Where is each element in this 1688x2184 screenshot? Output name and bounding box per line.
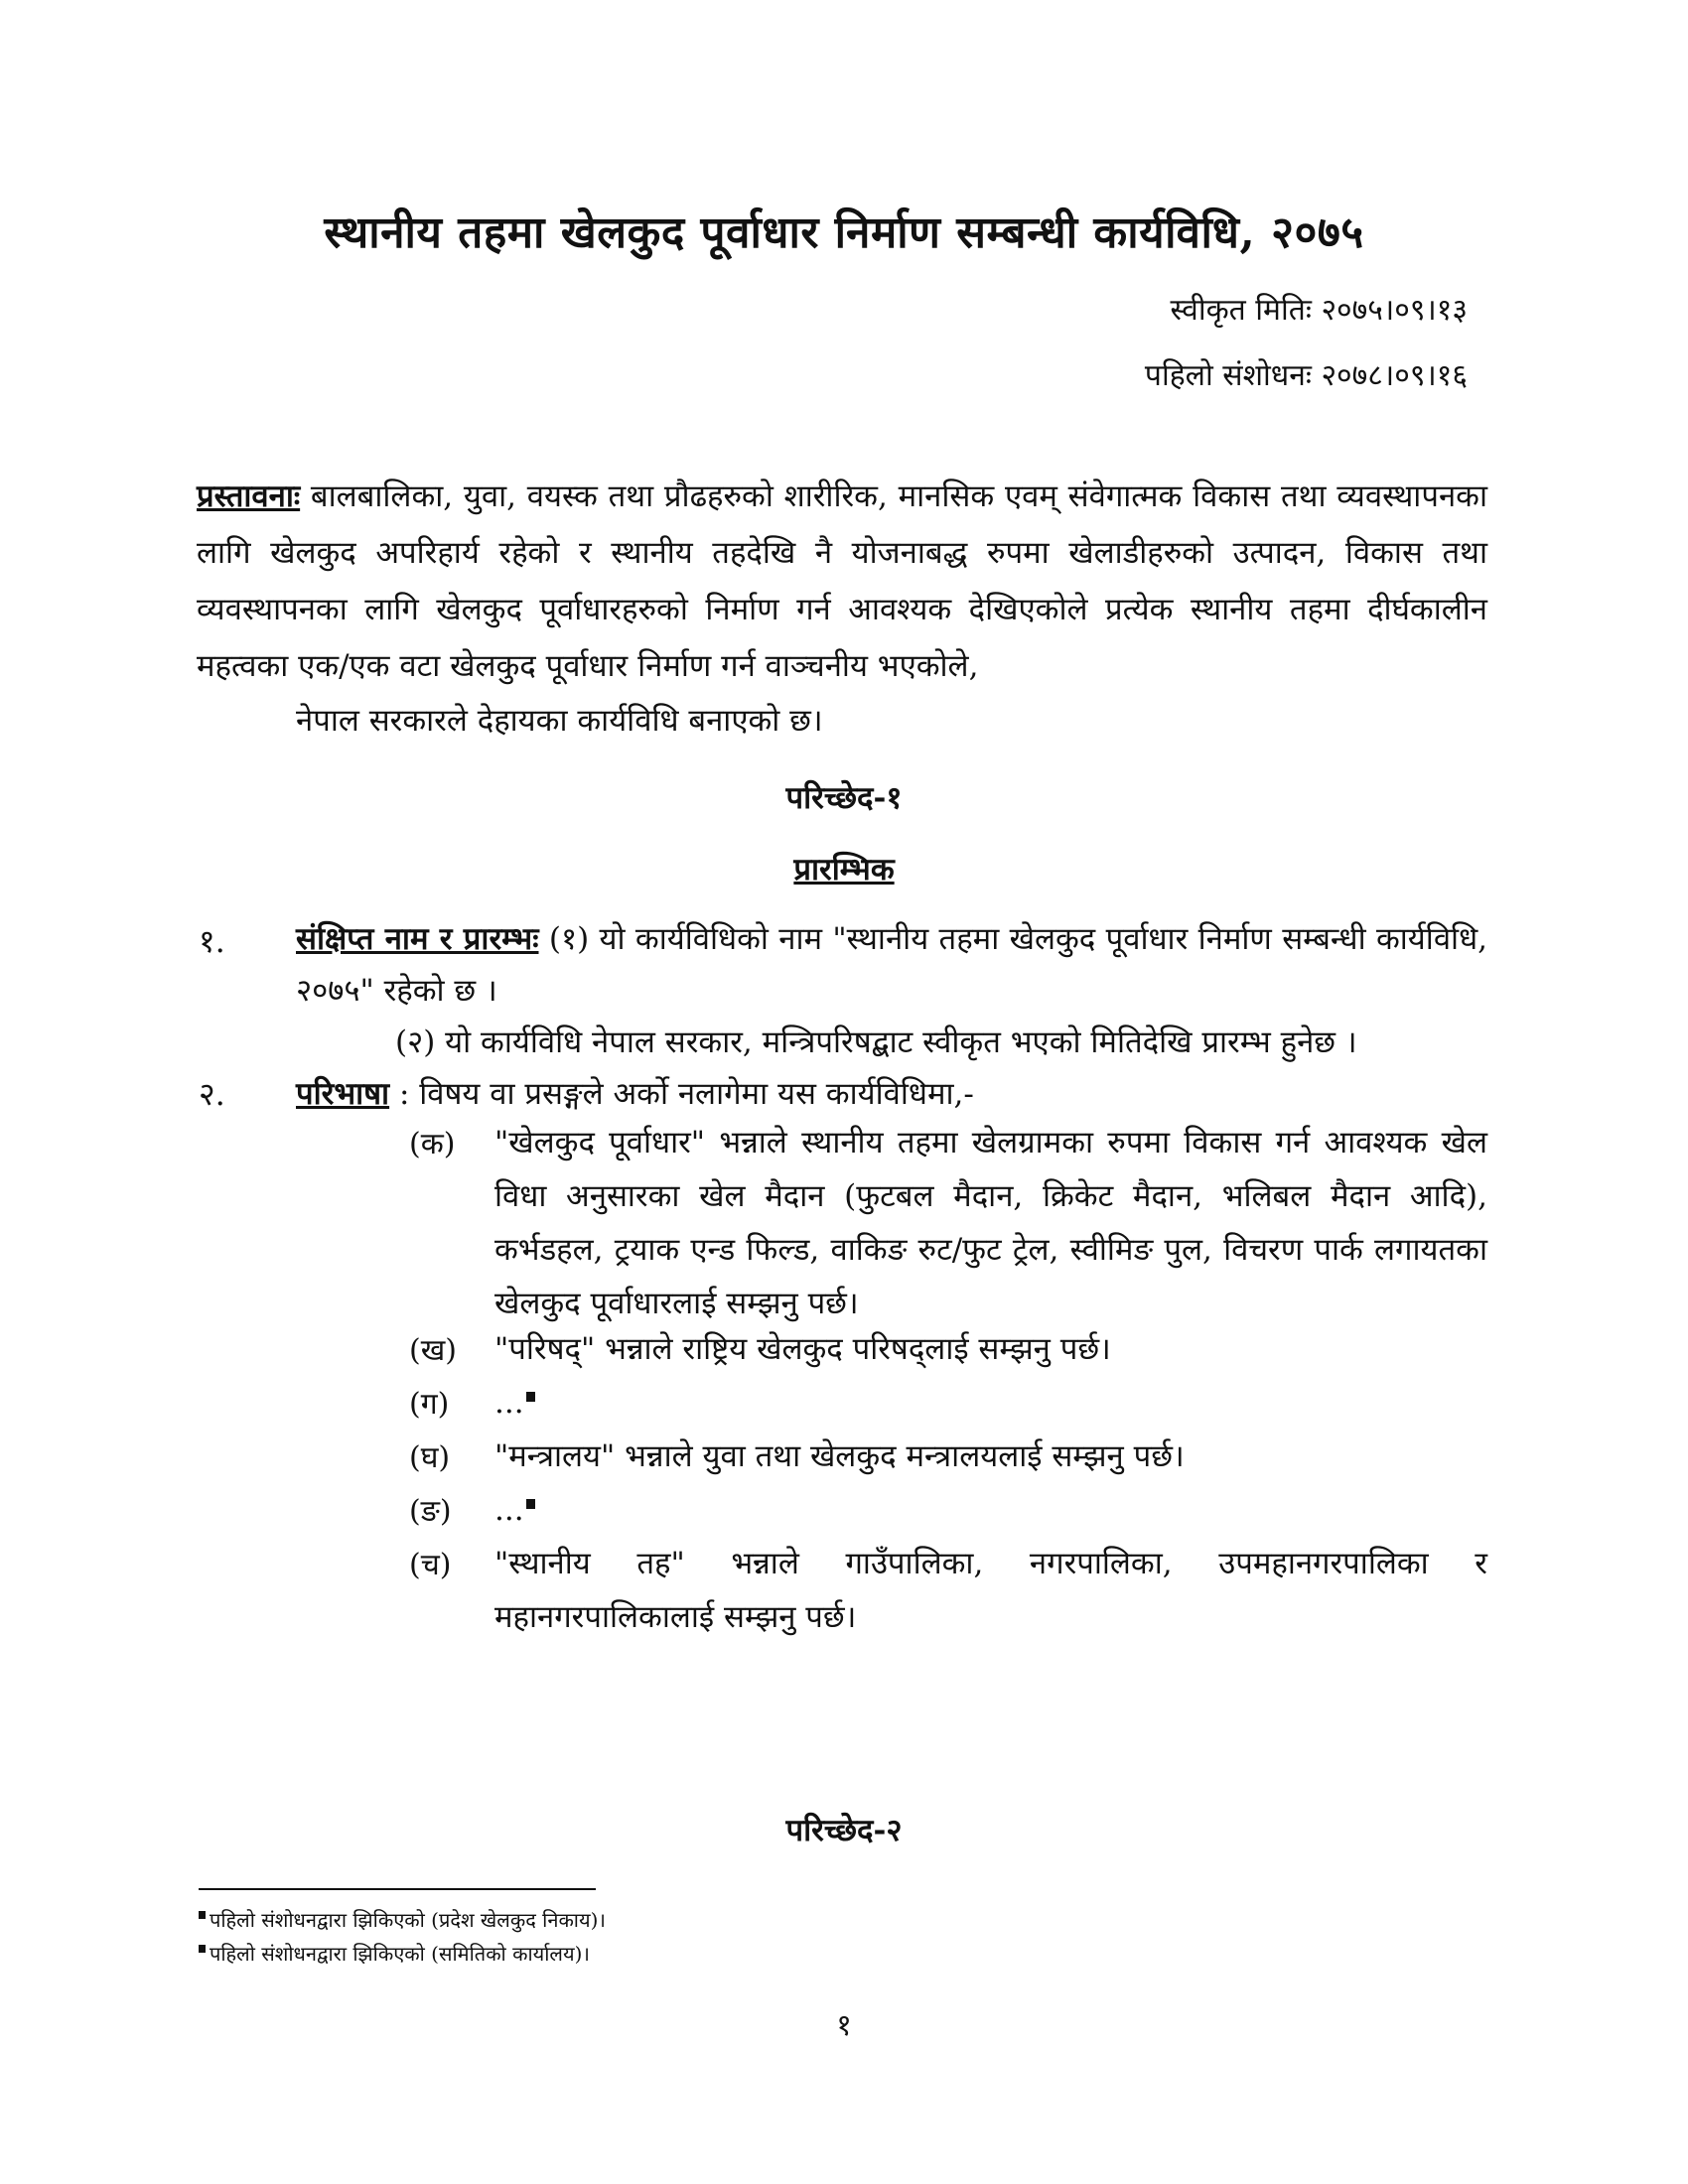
- footnote-1-text: पहिलो संशोधनद्वारा झिकिएको (प्रदेश खेलकुद निकाय)।: [210, 1908, 606, 1932]
- section-1-label: संक्षिप्त नाम र प्रारम्भः: [296, 921, 539, 957]
- omitted-ellipsis: ...: [494, 1492, 524, 1528]
- definition-label: (घ): [409, 1440, 451, 1475]
- definition-label: (ख): [409, 1333, 457, 1368]
- footnote-marker-icon: [199, 1945, 206, 1953]
- preamble-label: प्रस्तावनाः: [197, 478, 301, 514]
- section-2-text: : विषय वा प्रसङ्गले अर्को नलागेमा यस कार्यविधिमा,-: [389, 1076, 974, 1112]
- definition-label: (ग): [409, 1387, 450, 1422]
- chapter-2-heading: परिच्छेद-२: [785, 1813, 903, 1848]
- chapter-1-heading: परिच्छेद-१: [785, 780, 903, 816]
- preamble-text: बालबालिका, युवा, वयस्क तथा प्रौढहरुको शारीरिक, मानसिक एवम् संवेगात्मक विकास तथा व्यवस्थापनका लागि खेलकुद अपरिहार्य रहेको र स्थानीय तहदेखि नै योजनाबद्ध रुपमा खेलाडीहरुको उत्पादन, विकास तथा व्यवस्थापनका लागि खेलकुद पूर्वाधारहरुको निर्माण गर्न आवश्यक देखिएकोले प्रत्येक स्थानीय तहमा दीर्घकालीन महत्वका एक/एक वटा खेलकुद पूर्वाधार निर्माण गर्न वाञ्चनीय भएकोले,: [197, 478, 1487, 684]
- chapter-1-title: [0, 848, 1688, 889]
- section-2-number: २.: [199, 1075, 225, 1113]
- definition-text: "स्थानीय तह" भन्नाले गाउँपालिका, नगरपालिका, उपमहानगरपालिका र महानगरपालिकालाई सम्झनु पर्छ।: [494, 1546, 1487, 1635]
- approved-date: स्वीकृत मितिः २०७५।०९।१३: [1170, 293, 1468, 328]
- definition-label: (क): [409, 1127, 456, 1161]
- footnote-divider: [199, 1888, 596, 1890]
- omitted-ellipsis: ...: [494, 1385, 524, 1421]
- section-2-body: [296, 1068, 1487, 1120]
- section-2-label: परिभाषा: [296, 1076, 390, 1112]
- section-1-number: १.: [199, 922, 225, 960]
- definition-text-omitted: [494, 1483, 1487, 1537]
- definition-text-omitted: [494, 1376, 1487, 1430]
- document-title: स्थानीय तहमा खेलकुद पूर्वाधार निर्माण सम्बन्धी कार्यविधि, २०७५: [324, 207, 1364, 258]
- definition-label: (च): [409, 1548, 452, 1582]
- footnote-1: [199, 1906, 606, 1933]
- definition-text: "मन्त्रालय" भन्नाले युवा तथा खेलकुद मन्त्रालयलाई सम्झनु पर्छ।: [494, 1438, 1185, 1474]
- enactment-clause: नेपाल सरकारले देहायका कार्यविधि बनाएको छ।: [296, 703, 823, 739]
- section-1-body: [296, 913, 1487, 1017]
- amendment-date: पहिलो संशोधनः २०७८।०९।१६: [1144, 358, 1468, 393]
- definition-text: "खेलकुद पूर्वाधार" भन्नाले स्थानीय तहमा खेलग्रामका रुपमा विकास गर्न आवश्यक खेल विधा अनुसारका खेल मैदान (फुटबल मैदान, क्रिकेट मैदान, भलिबल मैदान आदि), कर्भडहल, ट्रयाक एन्ड फिल्ड, वाकिङ रुट/फुट ट्रेल, स्वीमिङ पुल, विचरण पार्क लगायतका खेलकुद पूर्वाधारलाई सम्झनु पर्छ।: [494, 1125, 1487, 1321]
- preamble: [197, 469, 1487, 695]
- footnote-2-text: पहिलो संशोधनद्वारा झिकिएको (समितिको कार्यालय)।: [210, 1942, 590, 1966]
- footnote-2: [199, 1940, 590, 1967]
- section-1-text: (१) यो कार्यविधिको नाम "स्थानीय तहमा खेलकुद पूर्वाधार निर्माण सम्बन्धी कार्यविधि, २०७५" रहेको छ ।: [296, 921, 1488, 1009]
- footnote-marker-icon: [526, 1392, 535, 1402]
- footnote-marker-icon: [526, 1499, 535, 1509]
- definition-label: (ङ): [409, 1494, 452, 1529]
- definition-text: "परिषद्" भन्नाले राष्ट्रिय खेलकुद परिषद्लाई सम्झनु पर्छ।: [494, 1331, 1111, 1367]
- chapter-1-title-text: प्रारम्भिक: [793, 852, 895, 887]
- page-number: १: [836, 2008, 852, 2043]
- footnote-marker-icon: [199, 1911, 206, 1919]
- section-1-subclause-2: (२) यो कार्यविधि नेपाल सरकार, मन्त्रिपरिषद्बाट स्वीकृत भएको मितिदेखि प्रारम्भ हुनेछ ।: [395, 1024, 1357, 1060]
